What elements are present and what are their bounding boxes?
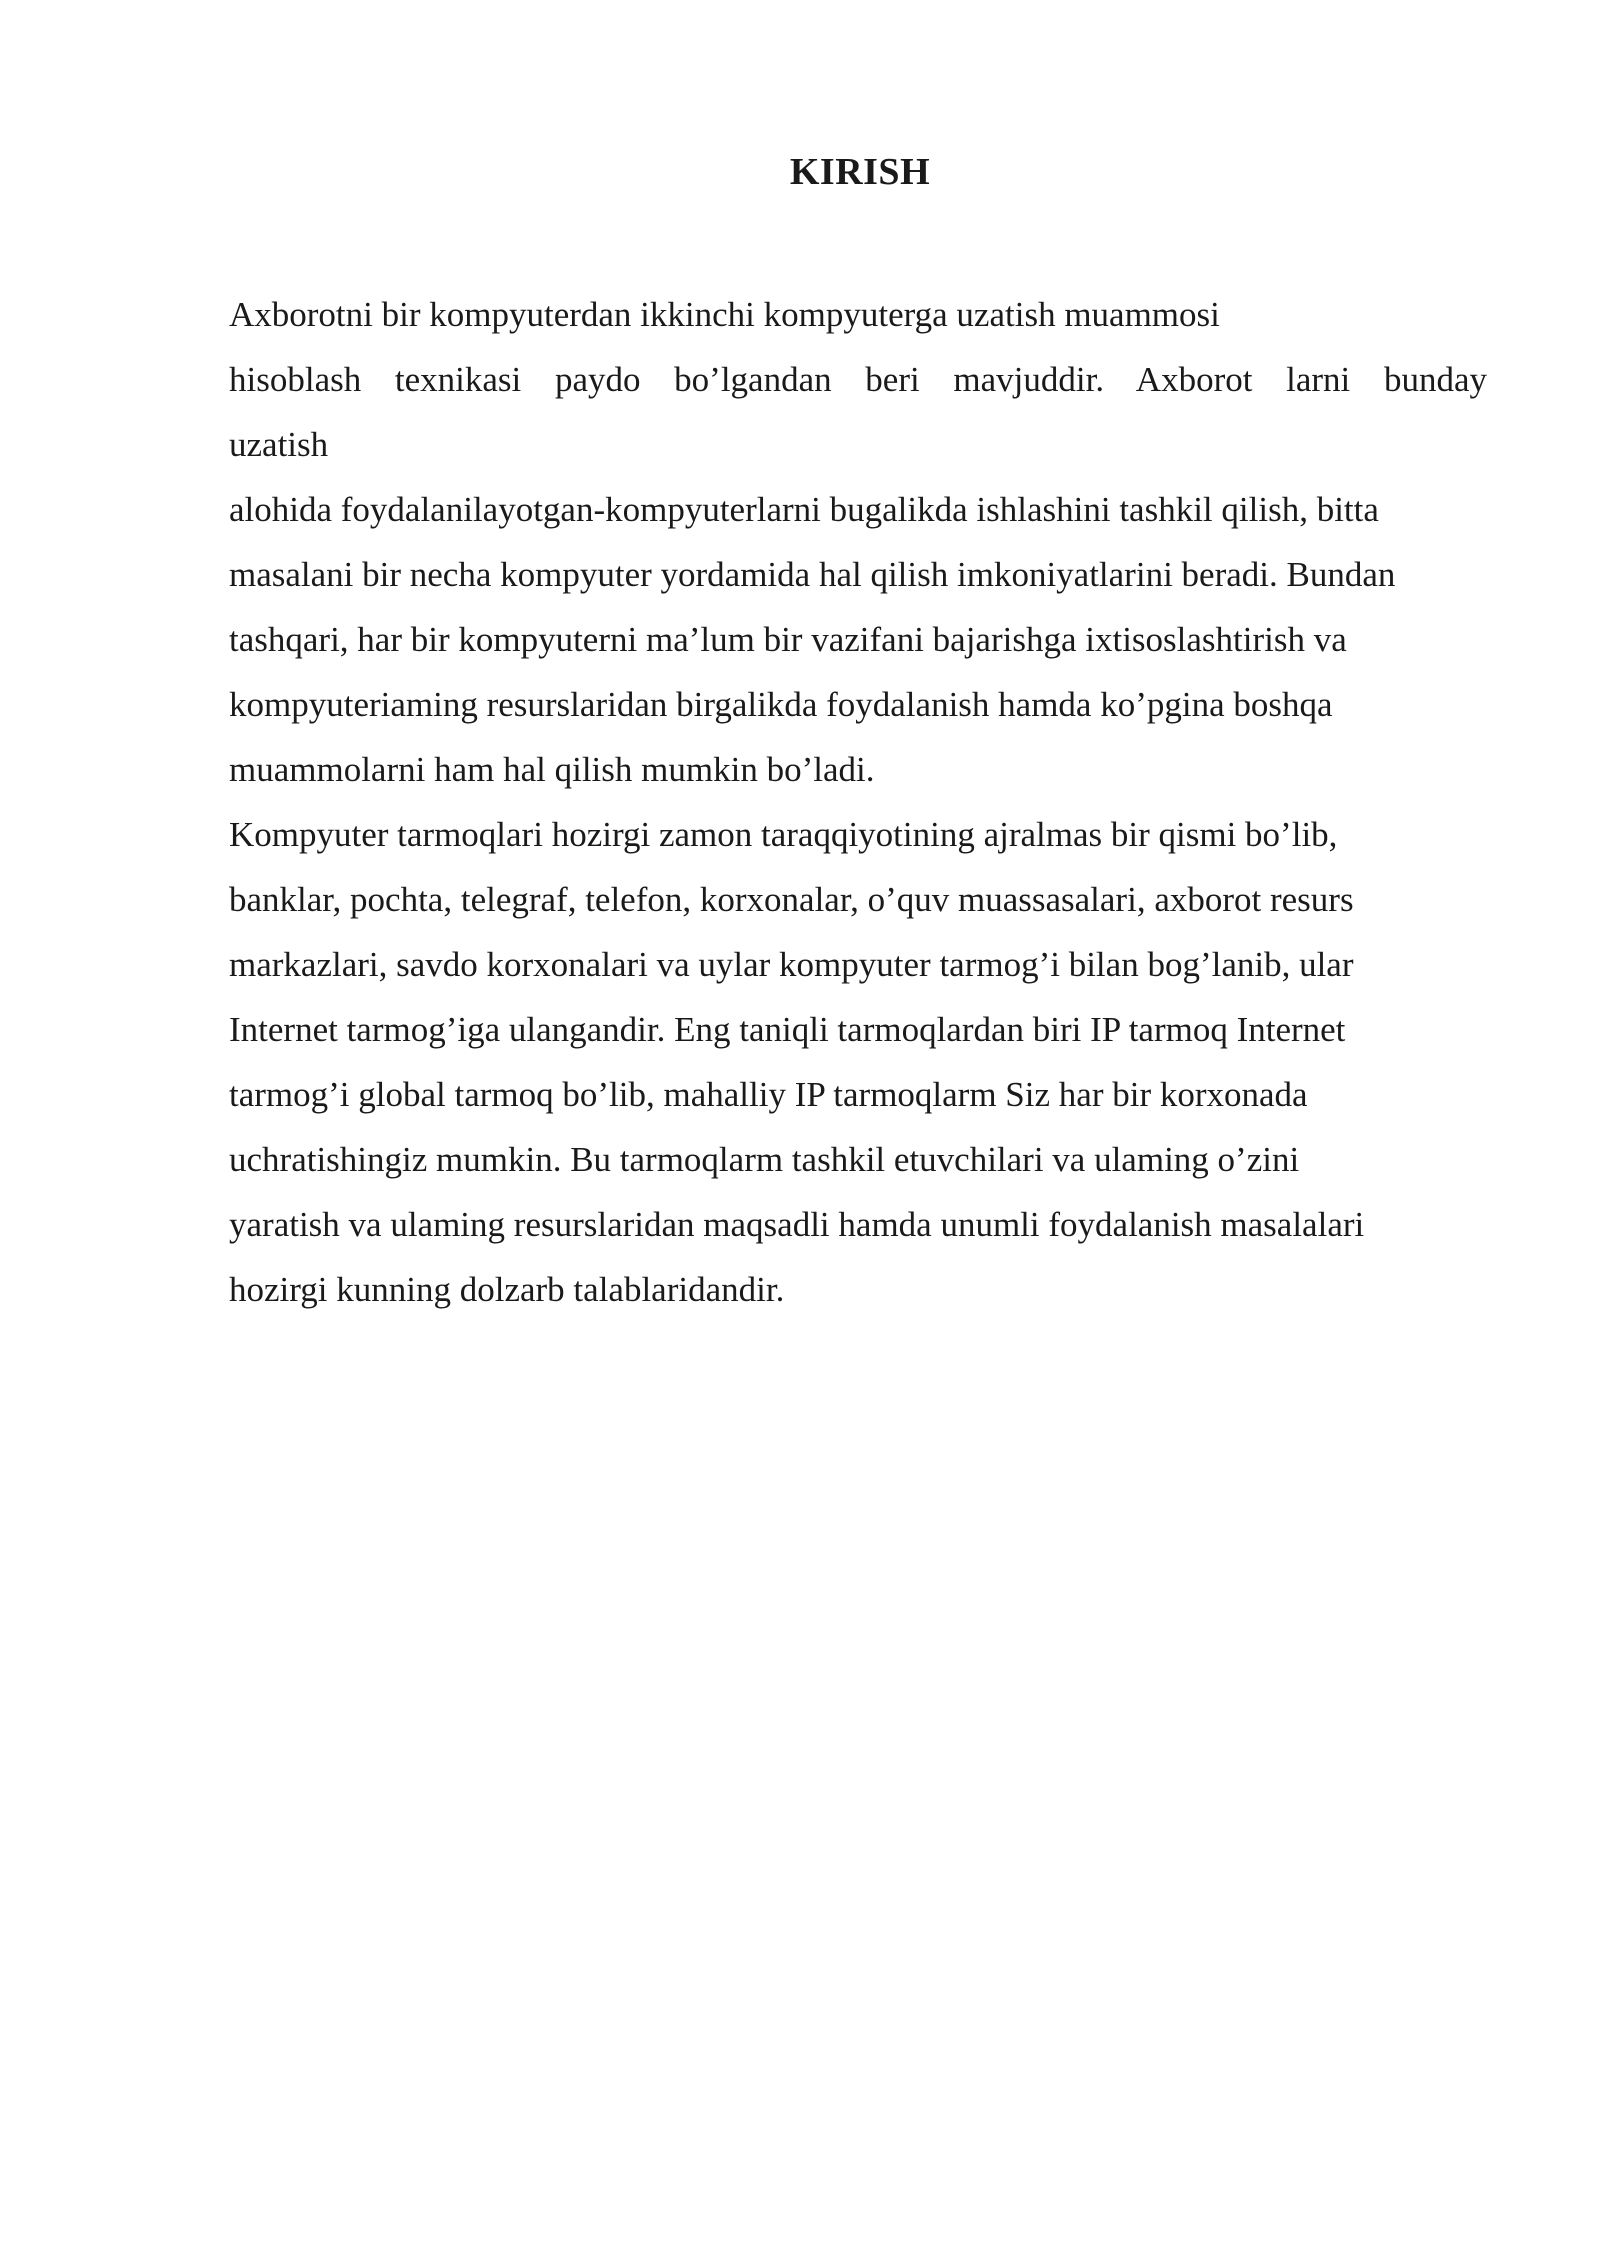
text-line: hisoblash texnikasi paydo bo’lgandan beri mavjuddir. Axborot larni bunday [229, 360, 1487, 399]
text-line: Internet tarmog’iga ulangandir. Eng taniqli tarmoqlardan biri IP tarmoq Internet [229, 1010, 1346, 1049]
body-text [229, 282, 1487, 1322]
text-line: uzatish [229, 425, 329, 464]
text-line: masalani bir necha kompyuter yordamida hal qilish imkoniyatlarini beradi. Bundan [229, 555, 1396, 594]
text-line: hozirgi kunning dolzarb talablaridandir. [229, 1270, 785, 1309]
text-line: tarmog’i global tarmoq bo’lib, mahalliy IP tarmoqlarm Siz har bir korxonada [229, 1075, 1308, 1114]
text-line: yaratish va ulaming resurslaridan maqsadli hamda unumli foydalanish masalalari [229, 1205, 1365, 1244]
text-line: Axborotni bir kompyuterdan ikkinchi kompyuterga uzatish muammosi [229, 295, 1220, 334]
page-title: KIRISH [789, 151, 931, 193]
text-line: alohida foydalanilayotgan-kompyuterlarni bugalikda ishlashini tashkil qilish, bitta [229, 490, 1379, 529]
text-line: Kompyuter tarmoqlari hozirgi zamon taraqqiyotining ajralmas bir qismi bo’lib, [229, 815, 1338, 854]
text-line: kompyuteriaming resurslaridan birgalikda foydalanish hamda ko’pgina boshqa [229, 685, 1333, 724]
text-line: uchratishingiz mumkin. Bu tarmoqlarm tashkil etuvchilari va ulaming o’zini [229, 1140, 1300, 1179]
text-line: muammolarni ham hal qilish mumkin bo’ladi. [229, 750, 875, 789]
text-line: tashqari, har bir kompyuterni ma’lum bir vazifani bajarishga ixtisoslashtirish va [229, 620, 1347, 659]
text-line: banklar, pochta, telegraf, telefon, korxonalar, o’quv muassasalari, axborot resurs [229, 880, 1354, 919]
text-line: markazlari, savdo korxonalari va uylar kompyuter tarmog’i bilan bog’lanib, ular [229, 945, 1354, 984]
